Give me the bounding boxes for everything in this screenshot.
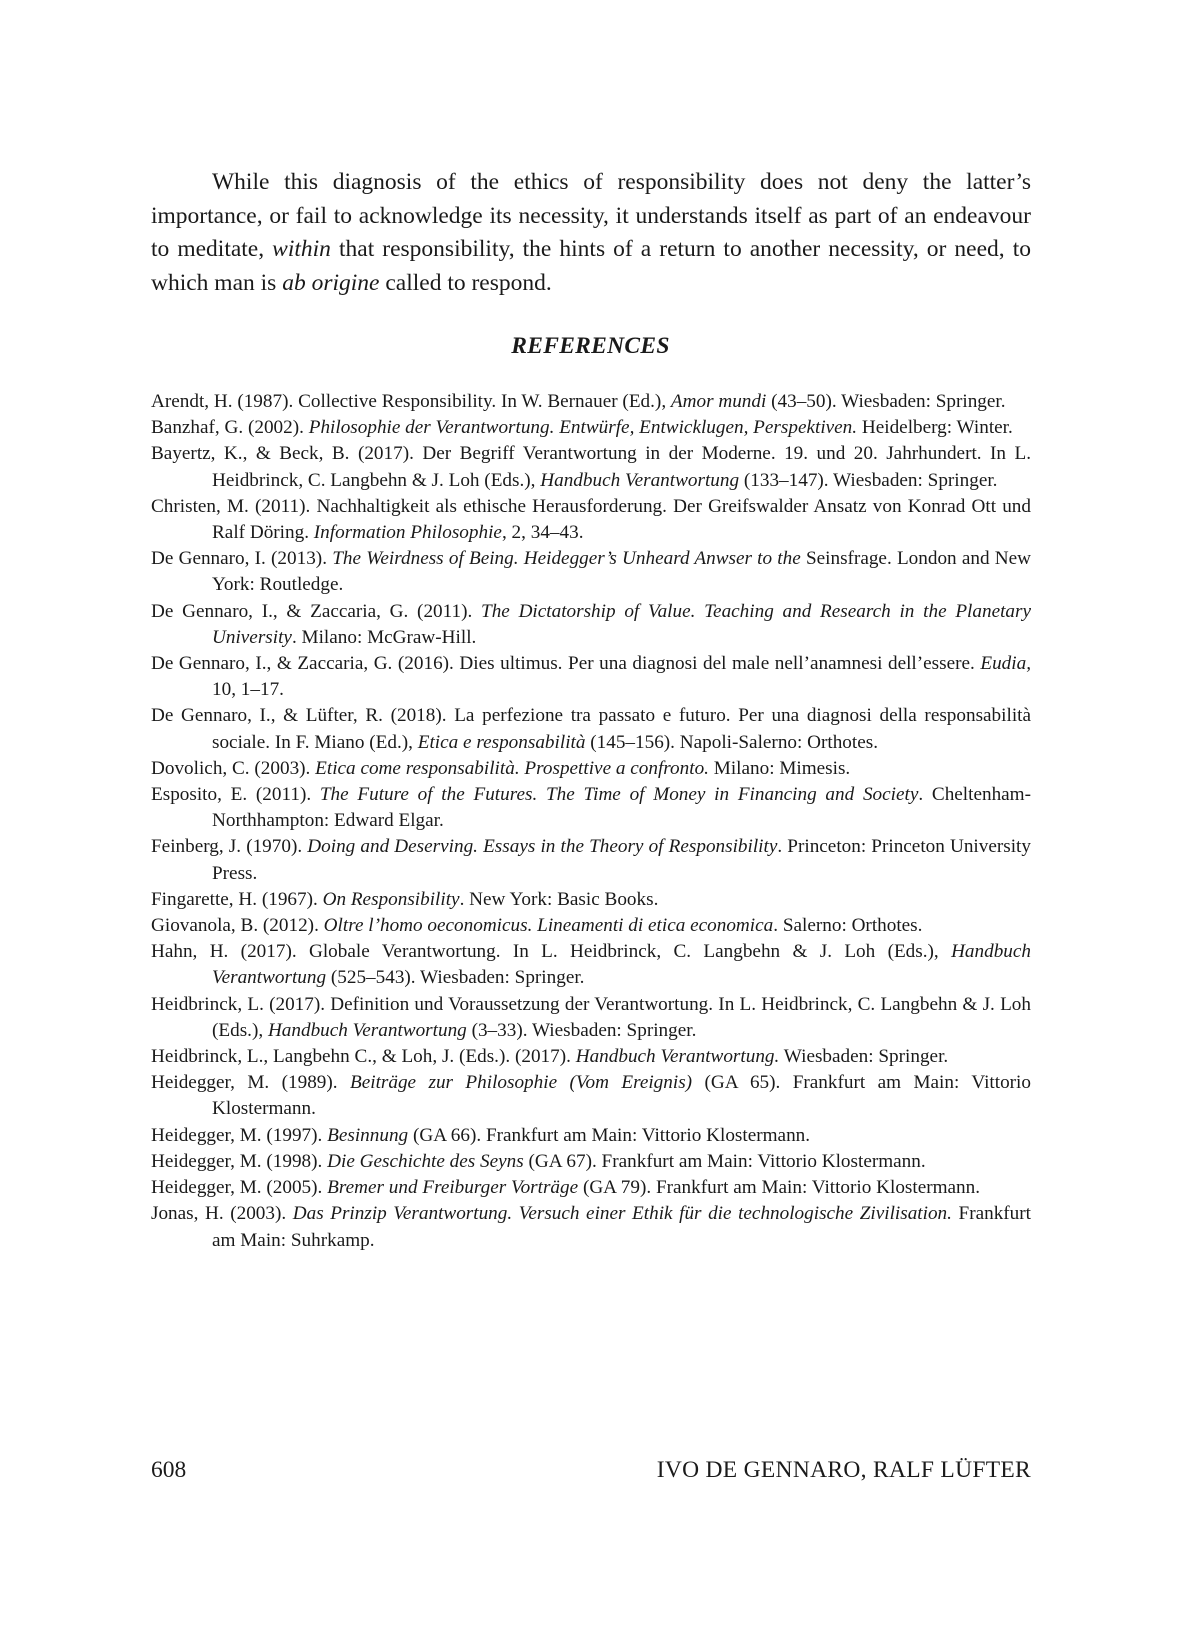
- reference-item: Heidbrinck, L., Langbehn C., & Loh, J. (Eds.). (2017). Handbuch Verantwortung. Wiesbaden: Springer.: [151, 1044, 1031, 1070]
- reference-item: Heidegger, M. (2005). Bremer und Freiburger Vorträge (GA 79). Frankfurt am Main: Vittorio Kloster­mann.: [151, 1175, 1031, 1201]
- reference-item: Fingarette, H. (1967). On Responsibility. New York: Basic Books.: [151, 887, 1031, 913]
- reference-item: Heidegger, M. (1998). Die Geschichte des Seyns (GA 67). Frankfurt am Main: Vittorio Klostermann.: [151, 1149, 1031, 1175]
- reference-item: Giovanola, B. (2012). Oltre l’homo oeconomicus. Lineamenti di etica economica. Salerno: Orthotes.: [151, 913, 1031, 939]
- reference-item: De Gennaro, I. (2013). The Weirdness of Being. Heidegger’s Unheard Anwser to the Seinsfrage. London and New York: Routledge.: [151, 546, 1031, 598]
- paragraph-italic-2: ab origine: [282, 270, 379, 296]
- paragraph-text-1: While this diagnosis of the ethics of responsibility does not deny the latter’s importance, or fail to acknowledge its necessity, it understands itself as part of an endeavour to meditate,: [151, 169, 1031, 262]
- reference-item: Banzhaf, G. (2002). Philosophie der Verantwortung. Entwürfe, Entwicklugen, Perspektiven. Heidelberg: Winter.: [151, 415, 1031, 441]
- reference-item: Arendt, H. (1987). Collective Responsibility. In W. Bernauer (Ed.), Amor mundi (43–50). Wiesbaden: Springer.: [151, 389, 1031, 415]
- references-list: [151, 389, 1031, 1254]
- paragraph-text-2: that responsibility, the hints of a return to another ne­cessity, or need, to which man is: [151, 236, 1031, 296]
- running-head-authors: IVO DE GENNARO, RALF LÜFTER: [657, 1457, 1031, 1484]
- references-heading: REFERENCES: [0, 333, 1181, 360]
- reference-item: Christen, M. (2011). Nachhaltigkeit als ethische Herausforderung. Der Greifswalder Ansatz von Kon­rad Ott und Ralf Döring. Information Philosophie, 2, 34–43.: [151, 494, 1031, 546]
- reference-item: Heidegger, M. (1989). Beiträge zur Philosophie (Vom Ereignis) (GA 65). Frankfurt am Main: Vittorio Klostermann.: [151, 1070, 1031, 1122]
- reference-item: Dovolich, C. (2003). Etica come responsabilità. Prospettive a confronto. Milano: Mimesis.: [151, 756, 1031, 782]
- document-page: [0, 0, 1200, 1650]
- paragraph-text-3: called to respond.: [379, 270, 551, 296]
- reference-item: De Gennaro, I., & Zaccaria, G. (2011). The Dictatorship of Value. Teaching and Research in the Planetary University. Milano: McGraw-Hill.: [151, 599, 1031, 651]
- reference-item: Heidbrinck, L. (2017). Definition und Voraussetzung der Verantwortung. In L. Heidbrinck, C. Lang­behn & J. Loh (Eds.), Handbuch Verantwortung (3–33). Wiesbaden: Springer.: [151, 992, 1031, 1044]
- page-number: 608: [151, 1457, 186, 1484]
- reference-item: De Gennaro, I., & Lüfter, R. (2018). La perfezione tra passato e futuro. Per una diagnosi della respon­sabilità sociale. In F. Miano (Ed.), Etica e responsabilità (145–156). Napoli-Salerno: Orthotes.: [151, 703, 1031, 755]
- reference-item: Heidegger, M. (1997). Besinnung (GA 66). Frankfurt am Main: Vittorio Klostermann.: [151, 1123, 1031, 1149]
- reference-item: Jonas, H. (2003). Das Prinzip Verantwortung. Versuch einer Ethik für die technologische Zivilisation. Frankfurt am Main: Suhrkamp.: [151, 1201, 1031, 1253]
- reference-item: De Gennaro, I., & Zaccaria, G. (2016). Dies ultimus. Per una diagnosi del male nell’anamnesi dell’esse­re. Eudia, 10, 1–17.: [151, 651, 1031, 703]
- reference-item: Esposito, E. (2011). The Future of the Futures. The Time of Money in Financing and Society. Chelten­ham-Northhampton: Edward Elgar.: [151, 782, 1031, 834]
- reference-item: Feinberg, J. (1970). Doing and Deserving. Essays in the Theory of Responsibility. Princeton: Princeton University Press.: [151, 834, 1031, 886]
- closing-paragraph: [151, 166, 1031, 300]
- reference-item: Bayertz, K., & Beck, B. (2017). Der Begriff Verantwortung in der Moderne. 19. und 20. Jahrhundert. In L. Heidbrinck, C. Langbehn & J. Loh (Eds.), Handbuch Verantwortung (133–147). Wiesbaden: Springer.: [151, 441, 1031, 493]
- paragraph-italic-1: within: [272, 236, 331, 262]
- reference-item: Hahn, H. (2017). Globale Verantwortung. In L. Heidbrinck, C. Langbehn & J. Loh (Eds.), Handbuch Verantwortung (525–543). Wiesbaden: Springer.: [151, 939, 1031, 991]
